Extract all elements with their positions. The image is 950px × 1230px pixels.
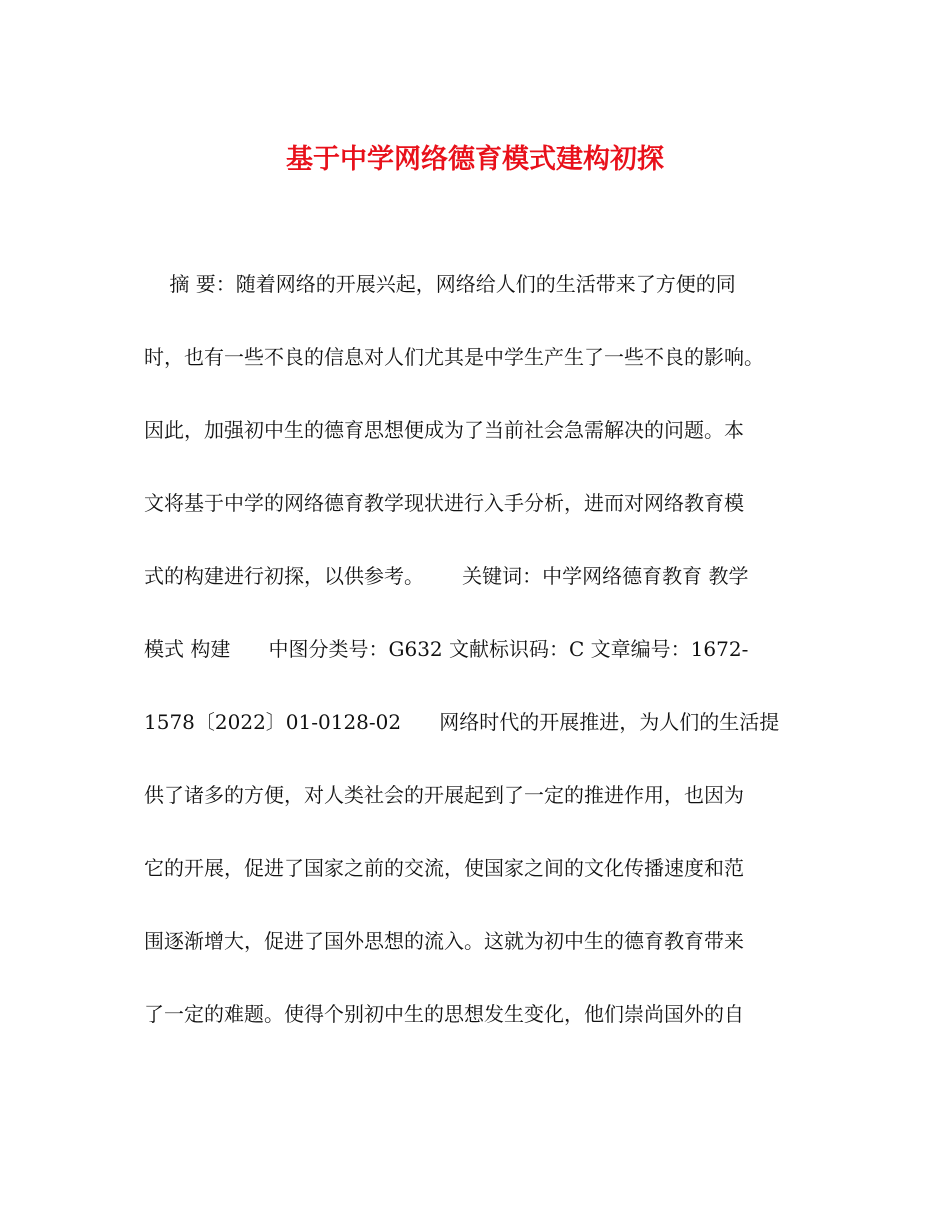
body-line: 模式 构建 中图分类号：G632 文献标识码：C 文章编号：1672- xyxy=(144,637,749,661)
body-line: 文将基于中学的网络德育教学现状进行入手分析，进而对网络教育模 xyxy=(144,491,744,515)
body-line: 供了诸多的方便，对人类社会的开展起到了一定的推进作用，也因为 xyxy=(144,783,744,807)
body-line: 摘 要：随着网络的开展兴起，网络给人们的生活带来了方便的同 xyxy=(144,272,736,296)
body-line: 它的开展，促进了国家之前的交流，使国家之间的文化传播速度和范 xyxy=(144,856,744,880)
body-line: 因此，加强初中生的德育思想便成为了当前社会急需解决的问题。本 xyxy=(144,418,744,442)
body-line: 1578〔2022〕01-0128-02 网络时代的开展推进，为人们的生活提 xyxy=(144,710,780,734)
body-line: 了一定的难题。使得个别初中生的思想发生变化，他们崇尚国外的自 xyxy=(144,1002,744,1026)
document-body xyxy=(144,264,824,1067)
body-line: 时，也有一些不良的信息对人们尤其是中学生产生了一些不良的影响。 xyxy=(144,345,764,369)
document-title: 基于中学网络德育模式建构初探 xyxy=(286,144,664,175)
body-line: 式的构建进行初探，以供参考。 关键词：中学网络德育教育 教学 xyxy=(144,564,749,588)
body-line: 围逐渐增大，促进了国外思想的流入。这就为初中生的德育教育带来 xyxy=(144,929,744,953)
